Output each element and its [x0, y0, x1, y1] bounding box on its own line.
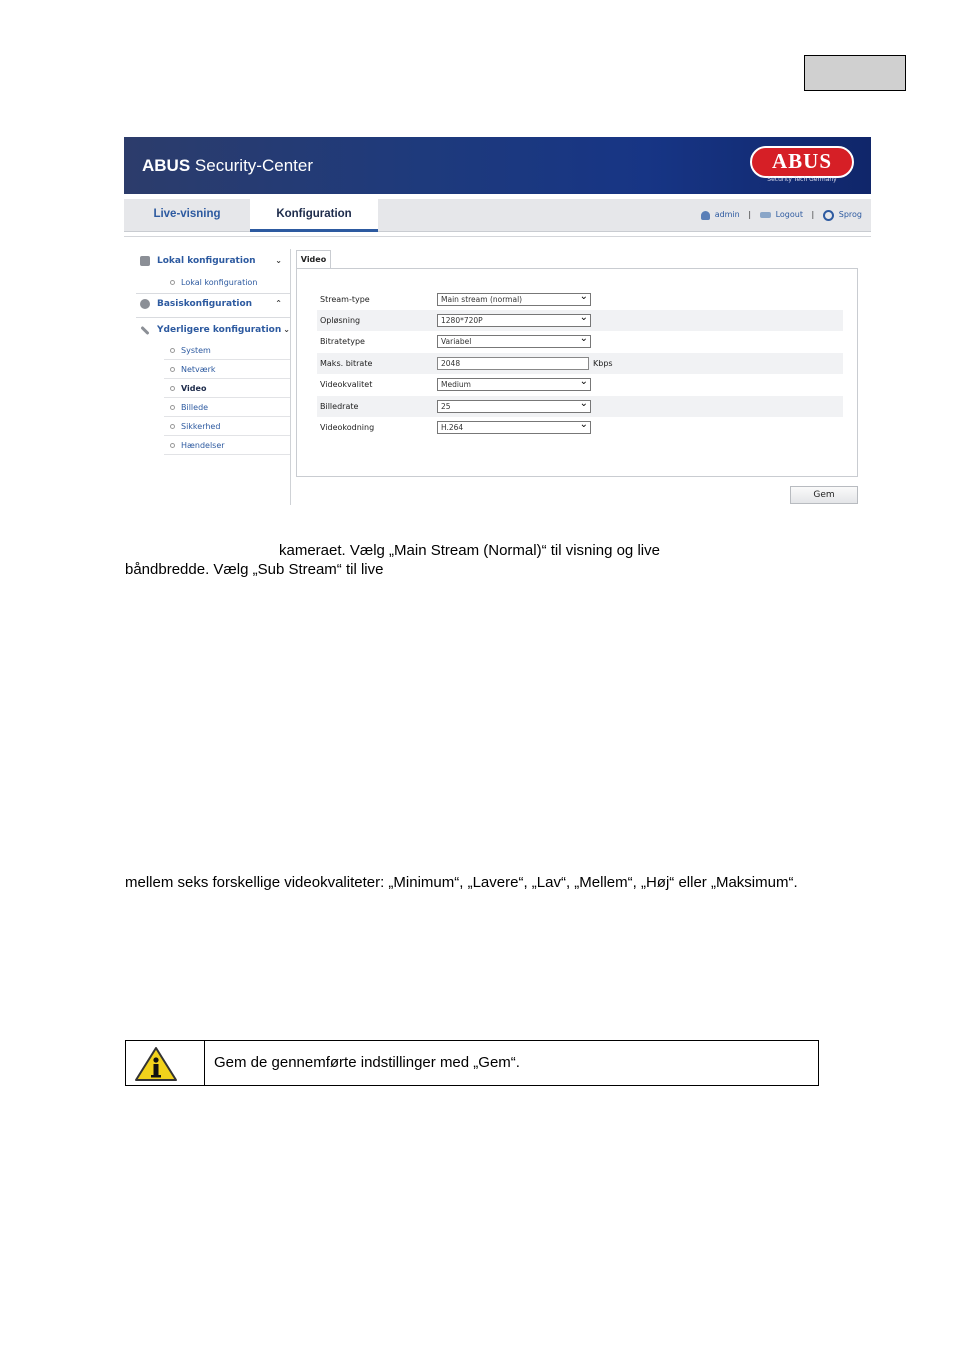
sidebar-item-image[interactable]: Billede	[164, 398, 290, 417]
row-max-bitrate: Maks. bitrate 2048 Kbps	[317, 353, 843, 374]
app-title: ABUS Security-Center	[142, 156, 313, 175]
page-number-box	[804, 55, 906, 91]
sidebar-item-security[interactable]: Sikkerhed	[164, 417, 290, 436]
video-quality-select[interactable]: Medium ⌄	[437, 378, 591, 391]
monitor-icon	[140, 256, 150, 266]
row-stream-type: Stream-type Main stream (normal) ⌄	[317, 289, 843, 310]
language-link[interactable]: Sprog	[838, 210, 862, 219]
logo-tagline: Security Tech Germany	[767, 176, 837, 183]
body-text-line: mellem seks forskellige videokvaliteter: „Minimum“, „Lavere“, „Lav“, „Mellem“, „Høj“ eller „Maksimum“.	[125, 874, 798, 891]
sidebar-section-local[interactable]: Lokal konfiguration ⌄	[136, 250, 290, 272]
info-warning-icon	[134, 1046, 178, 1082]
user-link[interactable]: admin	[714, 210, 740, 219]
body-text-line: båndbredde. Vælg „Sub Stream“ til live	[125, 561, 384, 578]
video-settings-panel	[296, 268, 858, 477]
chevron-up-icon: ⌃	[275, 299, 282, 308]
divider	[124, 236, 871, 237]
user-icon	[701, 211, 710, 220]
abus-logo: ABUS	[750, 146, 854, 178]
row-video-encoding: Videokodning H.264 ⌄	[317, 417, 843, 438]
sidebar-item-events[interactable]: Hændelser	[164, 436, 290, 455]
resolution-select[interactable]: 1280*720P ⌄	[437, 314, 591, 327]
header-banner	[124, 137, 871, 194]
sidebar-section-basic[interactable]: Basiskonfiguration ⌃	[136, 293, 290, 315]
row-bitrate-type: Bitratetype Variabel ⌄	[317, 331, 843, 352]
chevron-down-icon: ⌄	[283, 325, 290, 334]
wrench-icon	[140, 326, 149, 335]
sidebar-item-local-config[interactable]: Lokal konfiguration	[164, 273, 290, 292]
info-note	[125, 1040, 819, 1086]
sidebar-item-system[interactable]: System	[164, 341, 290, 360]
user-menu: admin | Logout | Sprog	[701, 199, 862, 232]
row-resolution: Opløsning 1280*720P ⌄	[317, 310, 843, 331]
bitrate-type-select[interactable]: Variabel ⌄	[437, 335, 591, 348]
row-frame-rate: Billedrate 25 ⌄	[317, 396, 843, 417]
camera-config-screenshot	[124, 137, 871, 511]
tab-video[interactable]: Video	[296, 250, 331, 268]
sidebar-section-advanced[interactable]: Yderligere konfiguration ⌄	[136, 319, 290, 341]
main-nav	[124, 199, 871, 232]
frame-rate-select[interactable]: 25 ⌄	[437, 400, 591, 413]
max-bitrate-input[interactable]: 2048	[437, 357, 589, 370]
tab-live-view[interactable]: Live-visning	[153, 208, 221, 220]
bitrate-unit: Kbps	[593, 359, 613, 368]
video-encoding-select[interactable]: H.264 ⌄	[437, 421, 591, 434]
save-button[interactable]: Gem	[790, 486, 858, 504]
tab-configuration[interactable]: Konfiguration	[250, 199, 378, 232]
logout-icon	[760, 212, 771, 218]
gear-icon	[140, 299, 150, 309]
body-text-line: kameraet. Vælg „Main Stream (Normal)“ til visning og live	[279, 542, 660, 559]
stream-type-select[interactable]: Main stream (normal) ⌄	[437, 293, 591, 306]
row-video-quality: Videokvalitet Medium ⌄	[317, 374, 843, 395]
sidebar-item-network[interactable]: Netværk	[164, 360, 290, 379]
sidebar-item-video[interactable]: Video	[164, 379, 290, 398]
globe-icon	[823, 210, 834, 221]
logout-link[interactable]: Logout	[775, 210, 803, 219]
note-text: Gem de gennemførte indstillinger med „Gem“.	[214, 1054, 520, 1071]
chevron-down-icon: ⌄	[275, 256, 282, 265]
